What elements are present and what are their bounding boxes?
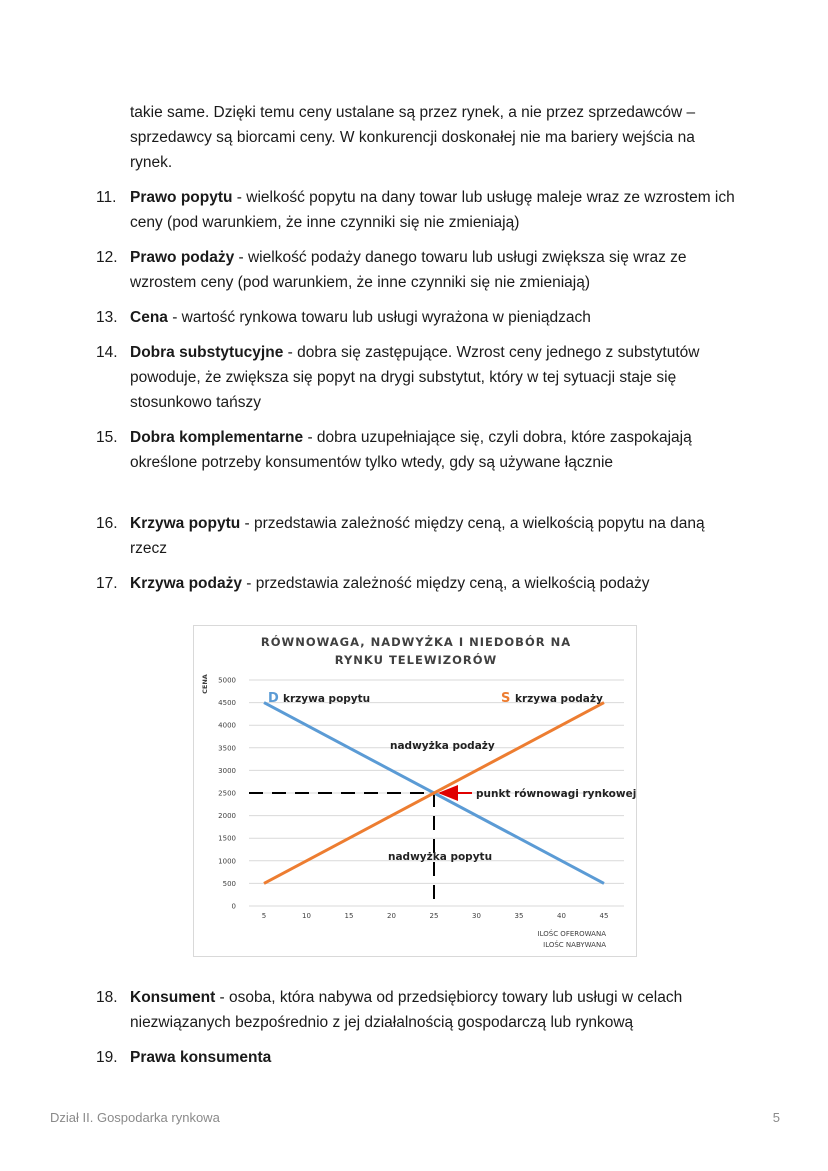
definition-term: Konsument <box>130 989 216 1006</box>
definition-text: - przedstawia zależność między ceną, a wielkością popytu na daną rzecz <box>130 515 705 557</box>
y-tick-label: 4000 <box>218 721 236 730</box>
y-tick-label: 5000 <box>218 676 236 685</box>
surplus-supply-label: nadwyżka podaży <box>390 740 495 752</box>
y-tick-label: 2000 <box>218 812 236 821</box>
definition-text: - osoba, która nabywa od przedsiębiorcy towary lub usługi w celach niezwiązanych bezpośrednio z jej działalnością gospodarczą lub rynkową <box>130 989 683 1031</box>
chart-svg <box>194 626 636 956</box>
definition-item <box>96 245 736 295</box>
supply-letter: S <box>501 691 511 706</box>
definition-item <box>96 985 736 1035</box>
item-number: 11. <box>96 189 117 206</box>
item-number: 15. <box>96 429 118 446</box>
y-tick-labels <box>218 677 236 911</box>
definition-item <box>96 185 736 235</box>
supply-label: krzywa podaży <box>515 693 603 705</box>
definition-text: - wielkość popytu na dany towar lub usługę maleje wraz ze wzrostem ich ceny (pod warunkiem, że inne czynniki się nie zmieniają) <box>130 189 735 231</box>
demand-label: krzywa popytu <box>283 693 371 705</box>
market-equilibrium-chart <box>193 625 637 957</box>
definition-item <box>96 511 736 561</box>
y-tick-label: 500 <box>222 879 236 888</box>
demand-letter: D <box>268 691 279 706</box>
item-number: 12. <box>96 249 118 266</box>
page-number: 5 <box>772 1110 780 1125</box>
x-tick-label: 35 <box>514 912 524 920</box>
definition-term: Prawo popytu <box>130 189 233 206</box>
x-tick-label: 20 <box>387 912 396 920</box>
definition-item <box>96 425 736 475</box>
definition-term: Krzywa popytu <box>130 515 241 532</box>
x-axis-label-line2: ILOŚC NABYWANA <box>543 941 606 949</box>
definition-text: - wartość rynkowa towaru lub usługi wyrażona w pieniądzach <box>167 309 591 326</box>
x-tick-label: 25 <box>429 912 439 920</box>
y-axis-label: CENA <box>201 674 209 694</box>
x-tick-label: 10 <box>302 912 311 920</box>
x-tick-labels <box>262 912 609 920</box>
item-number: 16. <box>96 515 118 532</box>
x-tick-label: 30 <box>472 912 481 920</box>
definition-term: Cena <box>130 309 168 326</box>
y-tick-label: 1500 <box>218 834 236 843</box>
x-tick-label: 5 <box>261 912 267 920</box>
x-axis-label-line1: ILOŚC OFEROWANA <box>537 930 606 938</box>
definition-term: Dobra substytucyjne <box>130 344 284 361</box>
intro-paragraph: takie same. Dzięki temu ceny ustalane są przez rynek, a nie przez sprzedawców – sprzedawcy są biorcami ceny. W konkurencji doskonałej nie ma bariery wejścia na rynek. <box>130 104 696 171</box>
item-number: 18. <box>96 989 118 1006</box>
definition-term: Dobra komplementarne <box>130 429 304 446</box>
definition-item <box>96 340 736 415</box>
definition-term: Prawo podaży <box>130 249 235 266</box>
footer-section-title: Dział II. Gospodarka rynkowa <box>50 1110 220 1125</box>
x-tick-label: 15 <box>344 912 354 920</box>
x-tick-label: 45 <box>599 912 609 920</box>
definition-text: - wielkość podaży danego towaru lub usługi zwiększa się wraz ze wzrostem ceny (pod warunkiem, że inne czynniki się nie zmieniają) <box>130 249 687 291</box>
y-tick-label: 2500 <box>218 789 236 798</box>
surplus-demand-label: nadwyżka popytu <box>388 851 493 863</box>
chart-title-line2: RYNKU TELEWIZORÓW <box>334 653 498 667</box>
definition-term: Krzywa podaży <box>130 575 242 592</box>
definition-text: - dobra się zastępujące. Wzrost ceny jednego z substytutów powoduje, że zwiększa się popyt na drygi substytut, który w tej sytuacji staje się stosunkowo tańszy <box>130 344 700 411</box>
definition-text: - dobra uzupełniające się, czyli dobra, które zaspokajają określone potrzeby konsumentów tylko wtedy, gdy są używane łącznie <box>130 429 692 471</box>
y-tick-label: 3000 <box>218 766 236 775</box>
item-number: 17. <box>96 575 118 592</box>
definition-item <box>96 571 736 596</box>
item-number: 13. <box>96 309 118 326</box>
chart-title-line1: RÓWNOWAGA, NADWYŻKA I NIEDOBÓR NA <box>260 635 572 649</box>
y-tick-label: 1000 <box>218 857 236 866</box>
x-tick-label: 40 <box>557 912 566 920</box>
definition-item <box>96 305 736 330</box>
equilibrium-label: punkt równowagi rynkowej <box>476 788 636 800</box>
y-tick-label: 0 <box>231 902 236 911</box>
definition-item <box>96 1045 736 1070</box>
y-tick-label: 4500 <box>218 699 236 708</box>
definition-text: - przedstawia zależność między ceną, a wielkością podaży <box>241 575 650 592</box>
item-number: 19. <box>96 1049 118 1066</box>
item-number: 14. <box>96 344 118 361</box>
y-tick-label: 3500 <box>218 744 236 753</box>
definition-term: Prawa konsumenta <box>130 1049 272 1066</box>
